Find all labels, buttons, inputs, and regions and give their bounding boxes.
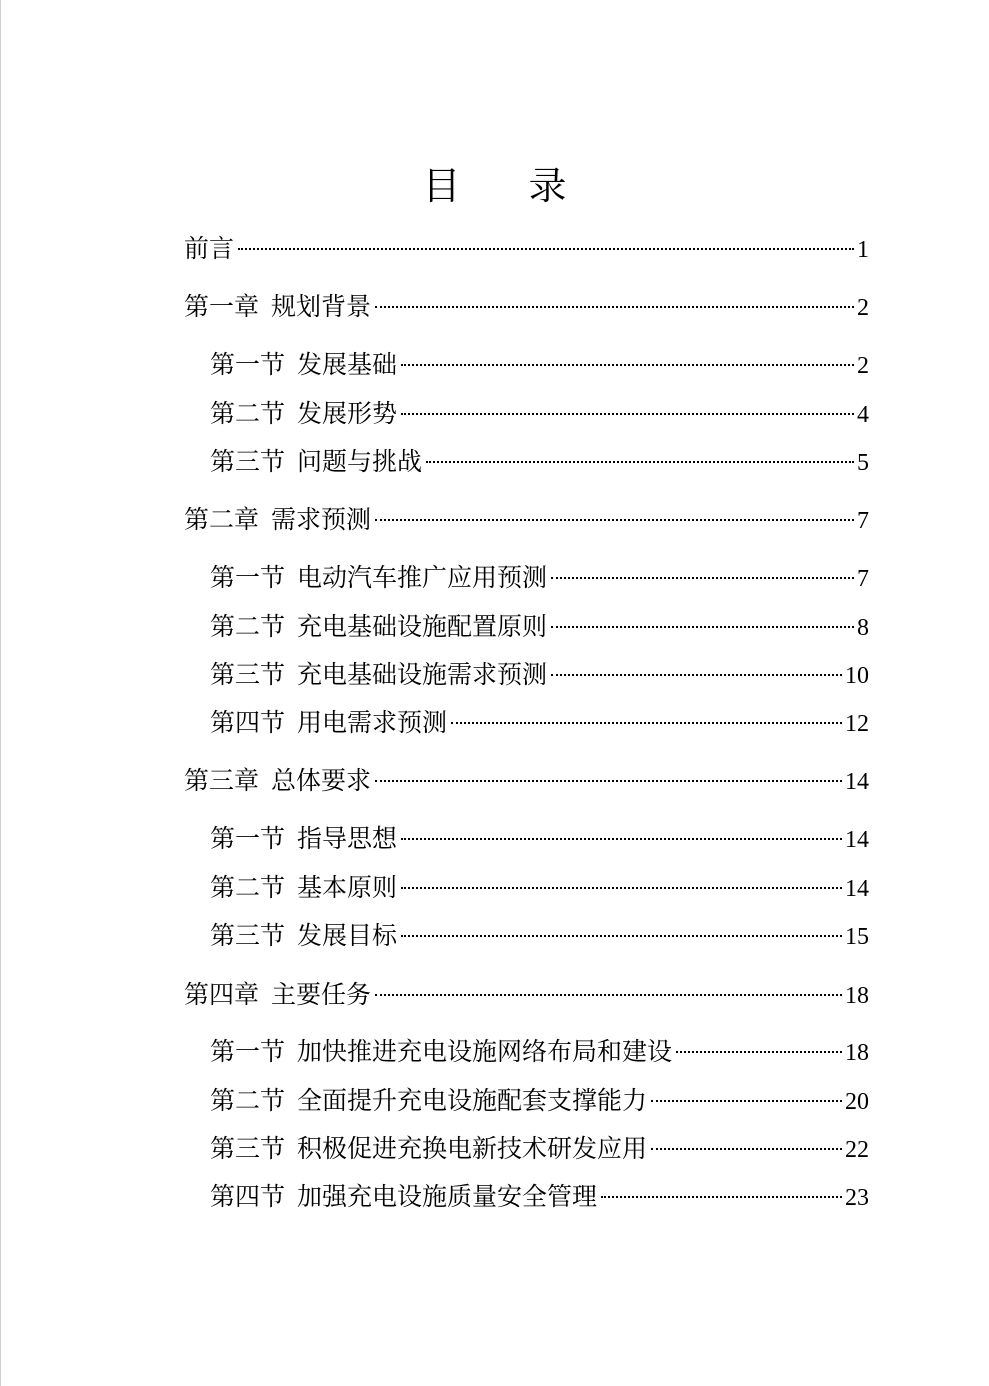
toc-entry-number: 第三章: [184, 766, 260, 795]
toc-page-number: 14: [845, 769, 869, 795]
toc-entry[interactable]: [184, 502, 869, 538]
toc-page-number: 10: [845, 663, 869, 689]
toc-entry-number: 第四章: [184, 980, 260, 1009]
toc-entry[interactable]: [210, 347, 869, 383]
toc-label: [184, 231, 234, 267]
toc-entry-text: 发展基础: [297, 350, 398, 379]
toc-entry-text: 充电基础设施需求预测: [297, 660, 548, 689]
toc-label: [210, 1034, 672, 1070]
toc-entry-text: 用电需求预测: [297, 708, 448, 737]
toc-label: [210, 918, 397, 954]
toc-entry[interactable]: [210, 705, 869, 741]
toc-entry[interactable]: [210, 444, 869, 480]
page-title: 目 录: [422, 164, 595, 208]
toc-leader-dots: [401, 887, 842, 889]
toc-entry[interactable]: [184, 763, 869, 799]
toc-entry-text: 加强充电设施质量安全管理: [297, 1182, 598, 1211]
toc-label: [210, 609, 547, 645]
toc-page-number: 14: [845, 827, 869, 853]
toc-leader-dots: [401, 413, 854, 415]
toc-entry-number: 第二节: [210, 1086, 286, 1115]
toc-entry[interactable]: [184, 289, 869, 325]
toc-leader-dots: [238, 248, 854, 250]
toc-label: [184, 977, 371, 1013]
toc-entry-number: 第一节: [210, 1037, 286, 1066]
toc-entry[interactable]: [210, 1034, 869, 1070]
toc-leader-dots: [651, 1100, 842, 1102]
toc-entry-text: 充电基础设施配置原则: [297, 612, 548, 641]
toc-page-number: 7: [857, 566, 869, 592]
toc-leader-dots: [426, 461, 854, 463]
toc-entry-text: 规划背景: [271, 292, 372, 321]
toc-entry-number: 第一节: [210, 350, 286, 379]
toc-entry-number: 第四节: [210, 708, 286, 737]
toc-page-number: 12: [845, 711, 869, 737]
toc-entry-number: 第二节: [210, 399, 286, 428]
toc-leader-dots: [676, 1051, 842, 1053]
toc-entry-text: 电动汽车推广应用预测: [297, 563, 548, 592]
toc-entry[interactable]: [210, 560, 869, 596]
toc-leader-dots: [375, 519, 854, 521]
toc-entry-text: 积极促进充换电新技术研发应用: [297, 1134, 648, 1163]
toc-leader-dots: [401, 364, 854, 366]
toc-entry[interactable]: [210, 609, 869, 645]
toc-leader-dots: [551, 674, 842, 676]
toc-entry-number: 第三节: [210, 921, 286, 950]
toc-page-number: 1: [857, 237, 869, 263]
toc-page-number: 7: [857, 508, 869, 534]
toc-leader-dots: [401, 838, 842, 840]
toc-leader-dots: [601, 1196, 842, 1198]
toc-entry-number: 第二节: [210, 612, 286, 641]
toc-entry-number: 第二章: [184, 505, 260, 534]
toc-label: [210, 705, 447, 741]
toc-label: [210, 1083, 647, 1119]
toc-entry[interactable]: [184, 231, 869, 267]
toc-entry[interactable]: [184, 977, 869, 1013]
toc-leader-dots: [551, 626, 854, 628]
toc-leader-dots: [375, 780, 842, 782]
toc-entry-text: 需求预测: [271, 505, 372, 534]
toc-page-number: 15: [845, 924, 869, 950]
toc-entry[interactable]: [210, 396, 869, 432]
toc-page-number: 5: [857, 450, 869, 476]
toc-entry[interactable]: [210, 1179, 869, 1215]
toc-entry-number: 第四节: [210, 1182, 286, 1211]
toc-entry-text: 指导思想: [297, 824, 398, 853]
toc-label: [210, 821, 397, 857]
toc-entry-number: 第三节: [210, 447, 286, 476]
toc-leader-dots: [401, 935, 842, 937]
toc-entry[interactable]: [210, 1083, 869, 1119]
toc-label: [210, 657, 547, 693]
toc-entry-text: 加快推进充电设施网络布局和建设: [297, 1037, 673, 1066]
toc-entry-number: 第一节: [210, 824, 286, 853]
toc-entry[interactable]: [210, 657, 869, 693]
toc-entry-number: 第三节: [210, 1134, 286, 1163]
toc-entry-number: 第一章: [184, 292, 260, 321]
toc-page-number: 14: [845, 876, 869, 902]
toc-page-number: 23: [845, 1185, 869, 1211]
toc-label: [210, 870, 397, 906]
toc-leader-dots: [551, 577, 854, 579]
toc-page-number: 18: [845, 983, 869, 1009]
toc-entry-text: 基本原则: [297, 873, 398, 902]
toc-entry[interactable]: [210, 821, 869, 857]
toc-entry-text: 发展目标: [297, 921, 398, 950]
toc-label: [210, 444, 422, 480]
toc-entry-text: 发展形势: [297, 399, 398, 428]
toc-page-number: 8: [857, 615, 869, 641]
toc-leader-dots: [451, 722, 842, 724]
toc-page-number: 2: [857, 295, 869, 321]
toc-label: [210, 1179, 597, 1215]
toc-entry[interactable]: [210, 1131, 869, 1167]
toc-page-number: 18: [845, 1040, 869, 1066]
toc-label: [184, 763, 371, 799]
toc-entry-text: 主要任务: [271, 980, 372, 1009]
toc-entry-number: 第一节: [210, 563, 286, 592]
toc-page-number: 4: [857, 402, 869, 428]
toc-page-number: 22: [845, 1137, 869, 1163]
toc-entry-number: 第三节: [210, 660, 286, 689]
toc-label: [210, 396, 397, 432]
toc-leader-dots: [375, 306, 854, 308]
toc-label: [210, 347, 397, 383]
toc-entry-text: 总体要求: [271, 766, 372, 795]
toc-label: [184, 289, 371, 325]
toc-leader-dots: [375, 994, 842, 996]
toc-entry-text: 问题与挑战: [297, 447, 423, 476]
toc-page-number: 20: [845, 1089, 869, 1115]
toc-label: [184, 502, 371, 538]
toc-label: [210, 1131, 647, 1167]
toc-label: [210, 560, 547, 596]
toc-entry[interactable]: [210, 870, 869, 906]
toc-leader-dots: [651, 1148, 842, 1150]
toc-entry-text: 全面提升充电设施配套支撑能力: [297, 1086, 648, 1115]
toc-entry-number: 第二节: [210, 873, 286, 902]
toc-entry[interactable]: [210, 918, 869, 954]
toc-entry-text: 前言: [184, 234, 235, 263]
toc-page-number: 2: [857, 353, 869, 379]
